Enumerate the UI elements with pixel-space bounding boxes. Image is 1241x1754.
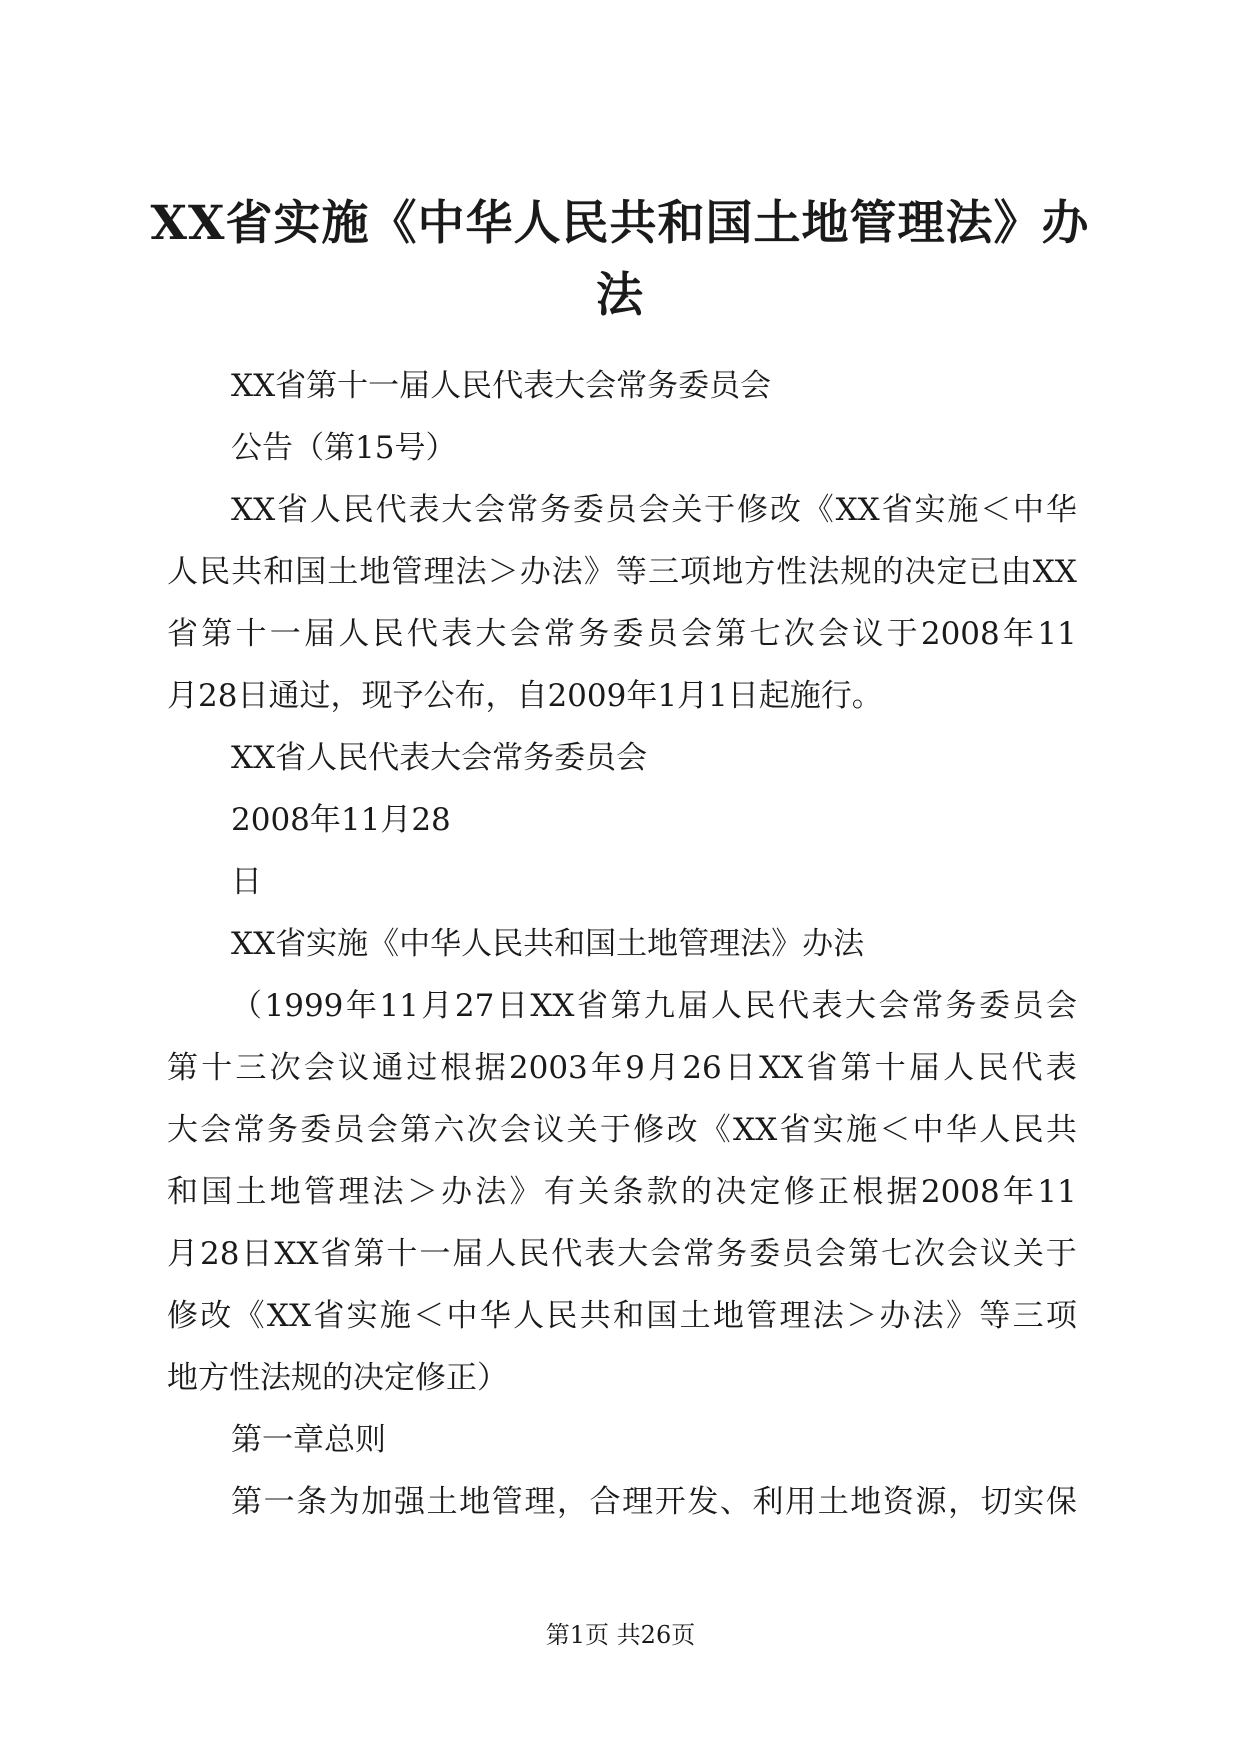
paragraph-line: 和 国 土 地 管 理 法 ＞ 办 法 》 有 关 条 款 的 决 定 修 正 根 据 2008 年 11 (167, 1174, 1077, 1210)
paragraph-line: XX省实施《中华人民共和国土地管理法》办法 (231, 926, 865, 962)
paragraph-line: 人 民 共 和 国 土 地 管 理 法 ＞ 办 法 》 等 三 项 地 方 性 法 规 的 决 定 已 由 XX (167, 554, 1077, 590)
paragraph-line: XX 省 人 民 代 表 大 会 常 务 委 员 会 关 于 修 改 《 XX 省 实 施 ＜ 中 华 (231, 492, 1077, 528)
page-number-footer: 第1页 共26页 (545, 1621, 696, 1649)
paragraph-line: 日 (231, 864, 262, 900)
paragraph-line: 省 第 十 一 届 人 民 代 表 大 会 常 务 委 员 会 第 七 次 会 议 于 2008 年 11 (167, 616, 1077, 652)
paragraph-line: 月28日通过，现予公布，自2009年1月1日起施行。 (167, 678, 883, 714)
paragraph-line: 修 改 《 XX 省 实 施 ＜ 中 华 人 民 共 和 国 土 地 管 理 法 ＞ 办 法 》 等 三 项 (167, 1298, 1077, 1334)
paragraph-line: 第 一 条 为 加 强 土 地 管 理 ， 合 理 开 发 、 利 用 土 地 资 源 ， 切 实 保 (231, 1484, 1077, 1520)
paragraph-line: 第一章总则 (231, 1422, 386, 1458)
paragraph-line: （ 1999 年 11 月 27 日 XX 省 第 九 届 人 民 代 表 大 会 常 务 委 员 会 (231, 988, 1077, 1024)
paragraph-line: 地方性法规的决定修正） (167, 1360, 508, 1396)
paragraph-line: 2008年11月28 (231, 802, 451, 838)
paragraph-line: 第 十 三 次 会 议 通 过 根 据 2003 年 9 月 26 日 XX 省 第 十 届 人 民 代 表 (167, 1050, 1077, 1086)
paragraph-line: 大 会 常 务 委 员 会 第 六 次 会 议 关 于 修 改 《 XX 省 实 施 ＜ 中 华 人 民 共 (167, 1112, 1077, 1148)
paragraph-line: XX省人民代表大会常务委员会 (231, 740, 648, 776)
document-title: XX省实施《中华人民共和国土地管理法》办法 (150, 196, 1090, 323)
paragraph-line: 公告（第15号） (231, 430, 457, 466)
document-body (167, 355, 1077, 1533)
paragraph-line: XX省第十一届人民代表大会常务委员会 (231, 368, 772, 404)
paragraph-line: 月 28 日 XX 省 第 十 一 届 人 民 代 表 大 会 常 务 委 员 会 第 七 次 会 议 关 于 (167, 1236, 1077, 1272)
